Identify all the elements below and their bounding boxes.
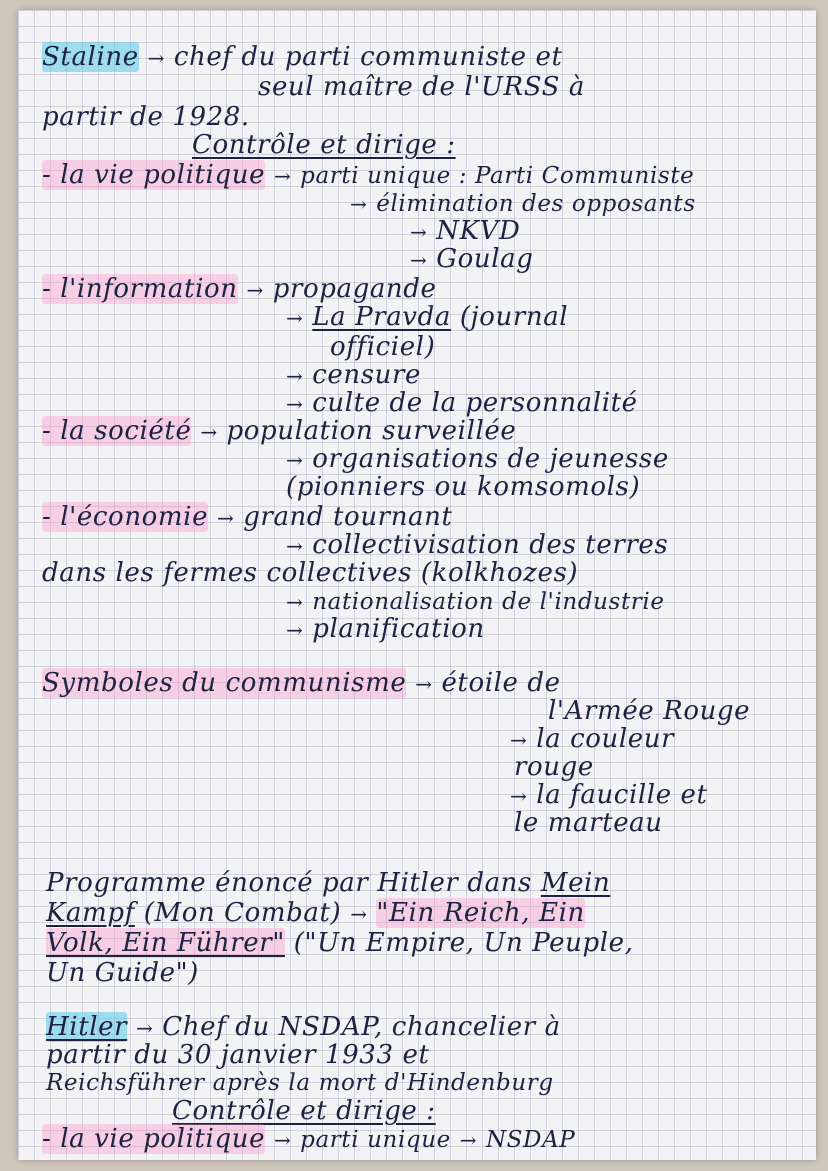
arrow-icon: → <box>350 192 368 216</box>
information-item-2: La Pravda <box>312 302 451 332</box>
arrow-icon: → <box>246 278 264 302</box>
staline-line-1 <box>42 42 563 73</box>
societe-row-2 <box>286 444 669 475</box>
arrow-icon: → <box>286 448 304 472</box>
symboles-row-2 <box>510 724 674 755</box>
information-row-2 <box>286 302 568 333</box>
arrow-icon: → <box>286 306 304 330</box>
symboles-row-3 <box>510 780 708 811</box>
politique-row-3 <box>410 216 520 247</box>
arrow-icon: → <box>200 420 218 444</box>
arrow-icon: → <box>459 1128 478 1152</box>
staline-line-2: seul maître de l'URSS à <box>258 72 586 102</box>
information-item-1: propagande <box>272 274 437 304</box>
information-row-4 <box>286 388 638 419</box>
economie-row-1 <box>42 502 453 533</box>
information-item-3: censure <box>312 360 422 390</box>
programme-ein-reich: "Ein Reich, Ein <box>376 898 585 928</box>
programme-line-1-text: Programme énoncé par Hitler dans <box>46 868 532 898</box>
politique-row-2 <box>350 188 696 219</box>
arrow-icon: → <box>286 534 304 558</box>
arrow-icon: → <box>147 46 165 70</box>
information-row-3 <box>286 360 421 391</box>
arrow-icon: → <box>136 1016 154 1040</box>
symboles-label: Symboles du communisme <box>42 668 407 698</box>
politique-label: - la vie politique <box>42 160 266 190</box>
symboles-item-1b: l'Armée Rouge <box>548 696 751 726</box>
programme-mon-combat: (Mon Combat) <box>143 898 342 928</box>
societe-item-1: population surveillée <box>226 416 517 446</box>
hitler-line-3: Reichsführer après la mort d'Hindenburg <box>46 1070 554 1096</box>
arrow-icon: → <box>286 392 304 416</box>
politique-row-4 <box>410 244 533 275</box>
staline-heading: Contrôle et dirige : <box>192 130 456 160</box>
programme-mein: Mein <box>540 868 611 898</box>
societe-item-2: organisations de jeunesse <box>312 444 669 474</box>
arrow-icon: → <box>216 506 235 530</box>
hitler-heading: Contrôle et dirige : <box>172 1096 436 1126</box>
symboles-item-1: étoile de <box>441 668 561 698</box>
arrow-icon: → <box>350 902 368 926</box>
programme-un-empire: ("Un Empire, Un Peuple, <box>293 928 634 958</box>
arrow-icon: → <box>410 220 428 244</box>
economie-item-3: nationalisation de l'industrie <box>312 589 665 615</box>
information-item-4: culte de la personnalité <box>312 388 638 418</box>
politique-item-3: NKVD <box>436 216 521 246</box>
programme-line-3 <box>46 928 634 958</box>
programme-kampf: Kampf <box>46 898 135 928</box>
hitler-politique-item-1: parti unique <box>300 1127 451 1153</box>
arrow-icon: → <box>510 784 528 808</box>
arrow-icon: → <box>273 164 292 188</box>
symboles-row-1 <box>42 668 561 699</box>
information-item-2c: officiel) <box>330 332 436 362</box>
symboles-item-3b: le marteau <box>514 808 663 838</box>
societe-row-1 <box>42 416 516 447</box>
symboles-item-2b: rouge <box>514 752 594 782</box>
arrow-icon: → <box>510 728 528 752</box>
economie-row-3 <box>286 586 665 617</box>
programme-line-2 <box>46 898 585 929</box>
societe-label: - la société <box>42 416 192 446</box>
hitler-politique-item-2: NSDAP <box>485 1127 576 1153</box>
societe-item-2b: (pionniers ou komsomols) <box>286 472 641 502</box>
economie-row-2 <box>286 530 668 561</box>
hitler-politique-label: - la vie politique <box>42 1124 266 1154</box>
information-label: - l'information <box>42 274 238 304</box>
programme-volk: Volk, Ein Führer" <box>46 928 285 958</box>
hitler-politique-row <box>42 1124 575 1155</box>
arrow-icon: → <box>410 248 428 272</box>
hitler-line-1 <box>46 1012 561 1043</box>
politique-item-1: parti unique : Parti Communiste <box>300 163 695 189</box>
symboles-item-2: la couleur <box>536 724 675 754</box>
economie-item-2b: dans les fermes collectives (kolkhozes) <box>42 558 579 588</box>
economie-row-4 <box>286 614 485 645</box>
politique-item-2: élimination des opposants <box>376 191 696 217</box>
hitler-line-2: partir du 30 janvier 1933 et <box>46 1040 430 1070</box>
politique-row-1 <box>42 160 694 191</box>
arrow-icon: → <box>286 364 304 388</box>
symboles-item-3: la faucille et <box>536 780 708 810</box>
economie-label: - l'économie <box>42 502 209 532</box>
economie-item-4: planification <box>312 614 485 644</box>
information-item-2b: (journal <box>459 302 569 332</box>
economie-item-2: collectivisation des terres <box>312 530 669 560</box>
hitler-name: Hitler <box>46 1012 128 1042</box>
staline-line-3: partir de 1928. <box>42 102 250 132</box>
economie-item-1: grand tournant <box>243 502 453 532</box>
arrow-icon: → <box>273 1128 292 1152</box>
politique-item-4: Goulag <box>436 244 534 274</box>
arrow-icon: → <box>286 590 304 614</box>
information-row-1 <box>42 274 437 305</box>
hitler-line-1-text: Chef du NSDAP, chancelier à <box>162 1012 561 1042</box>
arrow-icon: → <box>286 618 304 642</box>
programme-line-4: Un Guide") <box>46 958 199 988</box>
staline-name: Staline <box>42 42 139 72</box>
staline-line-1-text: chef du parti communiste et <box>173 42 563 72</box>
programme-line-1 <box>46 868 610 898</box>
arrow-icon: → <box>415 672 433 696</box>
